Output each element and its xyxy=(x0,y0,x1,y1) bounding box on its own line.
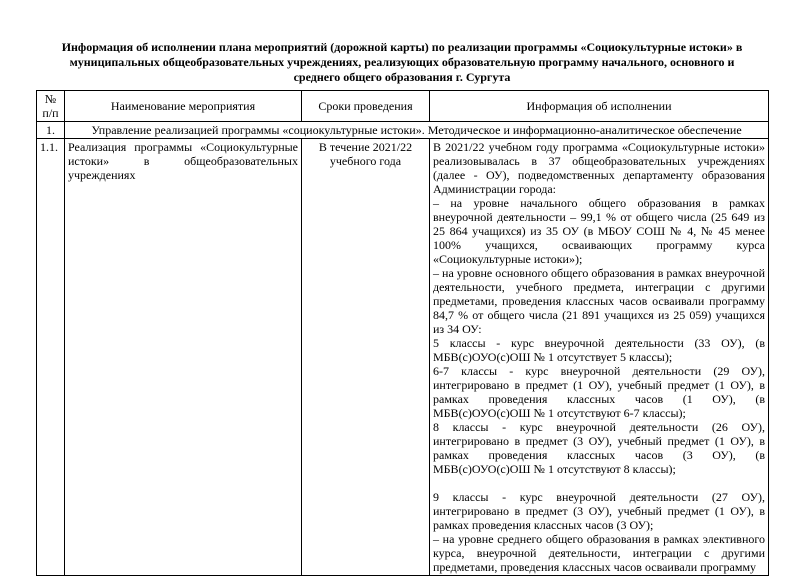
section-title-cell: Управление реализацией программы «социокультурные истоки». Методическое и информационно-аналитическое обеспечение xyxy=(65,122,769,139)
table-header-row xyxy=(37,91,769,122)
plan-table xyxy=(36,90,769,576)
row-period-cell: В течение 2021/22 учебного года xyxy=(302,139,430,576)
row-info-cell xyxy=(430,139,769,576)
row-activity-cell: Реализация программы «Социокультурные истоки» в общеобразовательных учреждениях xyxy=(65,139,302,576)
section-row xyxy=(37,122,769,139)
info-paragraph: – на уровне основного общего образования в рамках внеурочной деятельности, учебного предмета, интеграции с другими предметами, проведения классных часов осваивали программу 84,7 % от общего числа (21 891 учащихся из 25 059) учащихся из 34 ОУ: xyxy=(433,266,765,336)
column-header-period: Сроки проведения xyxy=(302,91,430,122)
info-paragraph: 8 классы - курс внеурочной деятельности (26 ОУ), интегрировано в предмет (3 ОУ), учебный предмет (1 ОУ), в рамках проведения классных часов (3 ОУ), (в МБВ(с)ОУО(с)ОШ № 1 отсутствуют 8 классы); xyxy=(433,420,765,476)
document-title: Информация об исполнении плана мероприятий (дорожной карты) по реализации программы «Социокультурные истоки» в муниципальных общеобразовательных учреждениях, реализующих образовательную программу начального, основного и среднего общего образования г. Сургута xyxy=(61,40,743,84)
info-paragraph: В 2021/22 учебном году программа «Социокультурные истоки» реализовывалась в 37 общеобразовательных учреждениях (далее - ОУ), подведомственных департаменту образования Администрации города: xyxy=(433,140,765,196)
column-header-activity: Наименование мероприятия xyxy=(65,91,302,122)
info-paragraph: 5 классы - курс внеурочной деятельности (33 ОУ), (в МБВ(с)ОУО(с)ОШ № 1 отсутствует 5 классы); xyxy=(433,336,765,364)
row-number-cell: 1.1. xyxy=(37,139,65,576)
column-header-info: Информация об исполнении xyxy=(430,91,769,122)
column-header-number: № п/п xyxy=(37,91,65,122)
info-paragraph: – на уровне начального общего образования в рамках внеурочной деятельности – 99,1 % от общего числа (25 649 из 25 864 учащихся) из 35 ОУ (в МБОУ СОШ № 4, № 45 менее 100% учащихся, осваивающих программу курса «Социокультурные истоки»); xyxy=(433,196,765,266)
info-paragraph: – на уровне среднего общего образования в рамках элективного курса, внеурочной деятельности, интеграции с другими предметами, проведения классных часов осваивали программу xyxy=(433,532,765,574)
table-row-1-1 xyxy=(37,139,769,576)
info-paragraph: 9 классы - курс внеурочной деятельности (27 ОУ), интегрировано в предмет (3 ОУ), учебный предмет (1 ОУ), в рамках проведения классных часов (3 ОУ); xyxy=(433,490,765,532)
info-paragraph: 6-7 классы - курс внеурочной деятельности (29 ОУ), интегрировано в предмет (1 ОУ), учебный предмет (1 ОУ), в рамках проведения классных часов (1 ОУ), (в МБВ(с)ОУО(с)ОШ № 1 отсутствуют 6-7 классы); xyxy=(433,364,765,420)
section-number-cell: 1. xyxy=(37,122,65,139)
